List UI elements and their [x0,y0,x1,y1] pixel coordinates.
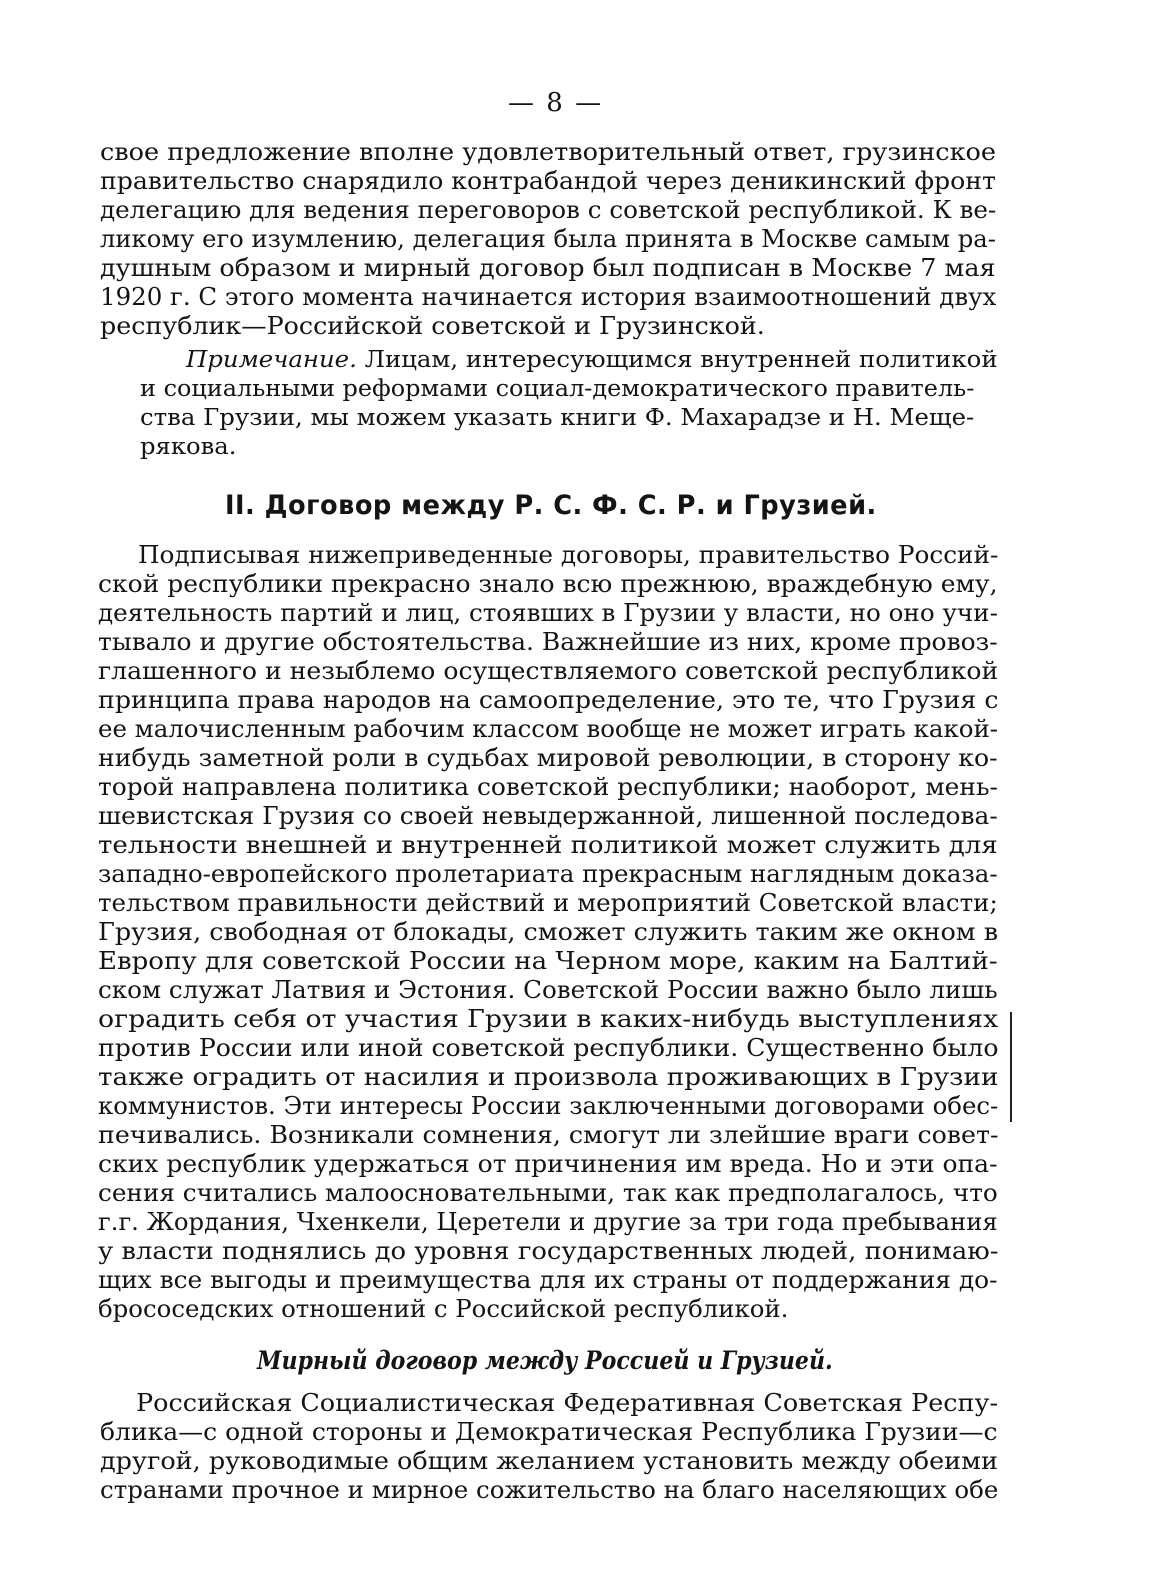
text-line: торой направлена политика советской республики; наоборот, мень- [98,773,998,801]
margin-bracket-mark [1004,1012,1012,1122]
text-line: нибудь заметной роли в судьбах мировой революции, в сторону ко- [98,744,998,772]
text-line: душным образом и мирный договор был подписан в Москве 7 мая [100,254,996,282]
text-line: западно-европейского пролетариата прекрасным наглядным доказа- [98,860,998,888]
section-heading: II. Договор между Р. С. Ф. С. Р. и Грузией. [225,490,877,521]
text-line: республик—Российской советской и Грузинской. [100,312,765,340]
text-line: оградить себя от участия Грузии в каких-нибудь выступлениях [98,1005,999,1033]
text-line: свое предложение вполне удовлетворительный ответ, грузинское [100,138,997,166]
note-label: Примечание. [186,347,357,373]
text-line: блика—с одной стороны и Демократическая Республика Грузии—с [100,1418,998,1446]
text-line: г.г. Жордания, Чхенкели, Церетели и другие за три года пребывания [98,1208,998,1236]
text-line: Подписывая нижеприведенные договоры, правительство Россий- [138,541,999,569]
text-line: печивались. Возникали сомнения, смогут ли злейшие враги совет- [98,1121,999,1149]
text-line: Российская Социалистическая Федеративная Советская Респу- [136,1389,999,1417]
subheading: Мирный договор между Россией и Грузией. [257,1346,833,1375]
text-line: шевистская Грузия со своей невыдержанной, лишенной последова- [98,802,998,830]
text-line: щих все выгоды и преимущества для их страны от поддержания до- [98,1266,998,1294]
text-line: ских республик удержаться от причинения им вреда. Но и эти опа- [98,1150,998,1178]
note-line: ства Грузии, мы можем указать книги Ф. Махарадзе и Н. Меще- [140,405,975,431]
text-line: ском служат Латвия и Эстония. Советской России важно было лишь [98,976,998,1004]
text-line: деятельность партий и лиц, стоявших в Грузии у власти, но оно учи- [98,599,998,627]
text-line: ее малочисленным рабочим классом вообще не может играть какой- [98,715,998,743]
text-line: коммунистов. Эти интересы России заключенными договорами обес- [98,1092,999,1120]
text-line: брососедских отношений с Российской республикой. [98,1295,789,1323]
text-line: тывало и другие обстоятельства. Важнейшие из них, кроме провоз- [98,628,998,656]
text-line: Европу для советской России на Черном море, каким на Балтий- [98,947,998,975]
text-line: делегацию для ведения переговоров с советской республикой. К ве- [100,196,997,224]
note-text: Лицам, интересующимся внутренней политикой [356,347,998,373]
text-line: также оградить от насилия и произвола проживающих в Грузии [98,1063,999,1091]
text-line: ской республики прекрасно знало всю прежнюю, враждебную ему, [98,570,998,598]
note-line: рякова. [140,434,237,460]
note-first-line [186,345,998,375]
text-line: ликому его изумлению, делегация была принята в Москве самым ра- [100,225,996,253]
text-line: другой, руководимые общим желанием установить между обеими [100,1447,998,1475]
text-line: глашенного и незыблемо осуществляемого советской республикой [98,657,999,685]
text-line: сения считались малоосновательными, так как предполагалось, что [98,1179,998,1207]
text-line: против России или иной советской республики. Существенно было [98,1034,999,1062]
text-line: принципа права народов на самоопределение, это те, что Грузия с [98,686,999,714]
text-line: Грузия, свободная от блокады, сможет служить таким же окном в [98,918,999,946]
text-line: правительство снарядило контрабандой через деникинский фронт [100,167,996,195]
text-line: странами прочное и мирное сожительство на благо населяющих обе [100,1476,999,1504]
note-line: и социальными реформами социал-демократического правитель- [140,376,975,402]
text-line: 1920 г. С этого момента начинается история взаимоотношений двух [100,283,997,311]
page-number: — 8 — [508,88,604,118]
text-line: тельством правильности действий и мероприятий Советской власти; [98,889,998,917]
text-line: тельности внешней и внутренней политикой может служить для [98,831,998,859]
text-line: у власти поднялись до уровня государственных людей, понимаю- [98,1237,999,1265]
